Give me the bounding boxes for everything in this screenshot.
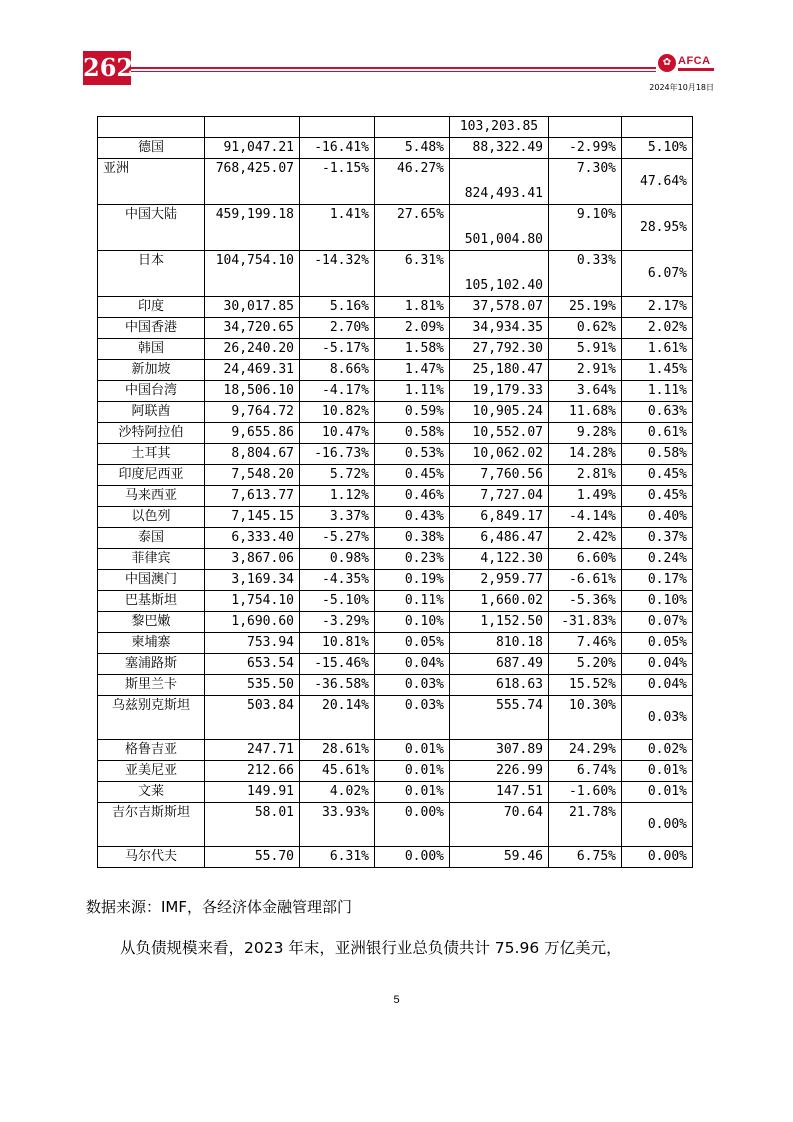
- issue-date: 2024年10月18日: [649, 83, 714, 92]
- value-cell-c4: 307.89: [450, 740, 549, 761]
- table-row: [98, 423, 693, 444]
- value-cell-c3: 5.48%: [375, 138, 450, 159]
- value-cell-c6: 0.00%: [622, 847, 693, 868]
- value-cell-c5: 9.10%: [549, 205, 622, 251]
- value-cell-c5: 10.30%: [549, 696, 622, 740]
- value-cell-c6: 0.40%: [622, 507, 693, 528]
- country-name-cell: 中国台湾: [98, 381, 205, 402]
- value-cell-c1: 24,469.31: [205, 360, 300, 381]
- table-row: [98, 138, 693, 159]
- country-name-cell: 黎巴嫩: [98, 612, 205, 633]
- value-cell-c2: -4.35%: [300, 570, 375, 591]
- value-cell-c6: 28.95%: [622, 205, 693, 251]
- page-number: 5: [393, 994, 400, 1006]
- country-name-cell: 新加坡: [98, 360, 205, 381]
- value-cell-c1: 34,720.65: [205, 318, 300, 339]
- value-cell-c3: 0.38%: [375, 528, 450, 549]
- country-name-cell: 塞浦路斯: [98, 654, 205, 675]
- value-cell-c5: 0.33%: [549, 251, 622, 297]
- value-cell-c1: 3,169.34: [205, 570, 300, 591]
- value-cell-c5: 24.29%: [549, 740, 622, 761]
- table-row: [98, 360, 693, 381]
- value-cell-c5: [549, 117, 622, 138]
- value-cell-c1: 503.84: [205, 696, 300, 740]
- value-cell-c1: 768,425.07: [205, 159, 300, 205]
- value-cell-c6: 0.24%: [622, 549, 693, 570]
- value-cell-c2: -14.32%: [300, 251, 375, 297]
- value-cell-c3: 0.45%: [375, 465, 450, 486]
- value-cell-c2: 20.14%: [300, 696, 375, 740]
- table-row: [98, 402, 693, 423]
- value-cell-c5: 11.68%: [549, 402, 622, 423]
- table-row: [98, 339, 693, 360]
- table-row: [98, 159, 693, 205]
- issue-number-badge: 262: [83, 51, 131, 85]
- country-name-cell: [98, 117, 205, 138]
- value-cell-c2: -3.29%: [300, 612, 375, 633]
- value-cell-c4: 7,727.04: [450, 486, 549, 507]
- table-row: [98, 205, 693, 251]
- afca-emblem-icon: ✿: [658, 54, 676, 72]
- value-cell-c2: -16.73%: [300, 444, 375, 465]
- value-cell-c6: 6.07%: [622, 251, 693, 297]
- value-cell-c3: 0.43%: [375, 507, 450, 528]
- value-cell-c3: 0.58%: [375, 423, 450, 444]
- value-cell-c4: 37,578.07: [450, 297, 549, 318]
- value-cell-c3: 1.47%: [375, 360, 450, 381]
- value-cell-c5: -6.61%: [549, 570, 622, 591]
- value-cell-c4: 10,552.07: [450, 423, 549, 444]
- value-cell-c5: 2.42%: [549, 528, 622, 549]
- country-name-cell: 乌兹别克斯坦: [98, 696, 205, 740]
- value-cell-c1: 7,548.20: [205, 465, 300, 486]
- value-cell-c1: 55.70: [205, 847, 300, 868]
- table-row: [98, 847, 693, 868]
- country-name-cell: 马尔代夫: [98, 847, 205, 868]
- value-cell-c6: 2.02%: [622, 318, 693, 339]
- value-cell-c4: 824,493.41: [450, 159, 549, 205]
- value-cell-c4: 4,122.30: [450, 549, 549, 570]
- country-name-cell: 沙特阿拉伯: [98, 423, 205, 444]
- value-cell-c3: 0.46%: [375, 486, 450, 507]
- value-cell-c1: 9,764.72: [205, 402, 300, 423]
- value-cell-c4: 105,102.40: [450, 251, 549, 297]
- value-cell-c3: 27.65%: [375, 205, 450, 251]
- table-row: [98, 612, 693, 633]
- value-cell-c3: 0.01%: [375, 782, 450, 803]
- value-cell-c2: [300, 117, 375, 138]
- value-cell-c1: 7,613.77: [205, 486, 300, 507]
- value-cell-c4: 6,486.47: [450, 528, 549, 549]
- value-cell-c4: 88,322.49: [450, 138, 549, 159]
- value-cell-c4: 6,849.17: [450, 507, 549, 528]
- value-cell-c5: 14.28%: [549, 444, 622, 465]
- value-cell-c3: 0.01%: [375, 740, 450, 761]
- value-cell-c6: 0.17%: [622, 570, 693, 591]
- logo-underline: [678, 68, 714, 71]
- value-cell-c2: 3.37%: [300, 507, 375, 528]
- value-cell-c5: -2.99%: [549, 138, 622, 159]
- country-name-cell: 亚洲: [98, 159, 205, 205]
- value-cell-c4: 501,004.80: [450, 205, 549, 251]
- value-cell-c5: -4.14%: [549, 507, 622, 528]
- value-cell-c2: 8.66%: [300, 360, 375, 381]
- table-row: [98, 675, 693, 696]
- value-cell-c4: 10,062.02: [450, 444, 549, 465]
- value-cell-c1: 58.01: [205, 803, 300, 847]
- value-cell-c6: 0.45%: [622, 465, 693, 486]
- value-cell-c6: 0.01%: [622, 761, 693, 782]
- table-row: [98, 117, 693, 138]
- value-cell-c3: 0.10%: [375, 612, 450, 633]
- value-cell-c6: 47.64%: [622, 159, 693, 205]
- value-cell-c3: 0.01%: [375, 761, 450, 782]
- value-cell-c1: 535.50: [205, 675, 300, 696]
- country-name-cell: 日本: [98, 251, 205, 297]
- table-row: [98, 654, 693, 675]
- value-cell-c5: 2.81%: [549, 465, 622, 486]
- country-name-cell: 土耳其: [98, 444, 205, 465]
- value-cell-c4: 25,180.47: [450, 360, 549, 381]
- value-cell-c1: 30,017.85: [205, 297, 300, 318]
- value-cell-c6: 0.04%: [622, 675, 693, 696]
- value-cell-c1: 459,199.18: [205, 205, 300, 251]
- value-cell-c4: 59.46: [450, 847, 549, 868]
- value-cell-c2: 10.81%: [300, 633, 375, 654]
- header-rule-thin: [131, 71, 656, 72]
- value-cell-c2: 4.02%: [300, 782, 375, 803]
- value-cell-c2: -5.17%: [300, 339, 375, 360]
- value-cell-c4: 618.63: [450, 675, 549, 696]
- afca-logo: [658, 52, 714, 76]
- country-name-cell: 阿联酋: [98, 402, 205, 423]
- value-cell-c6: 0.01%: [622, 782, 693, 803]
- value-cell-c1: 91,047.21: [205, 138, 300, 159]
- value-cell-c5: 6.74%: [549, 761, 622, 782]
- value-cell-c2: 1.41%: [300, 205, 375, 251]
- value-cell-c3: 0.59%: [375, 402, 450, 423]
- value-cell-c3: 0.03%: [375, 675, 450, 696]
- value-cell-c2: -5.27%: [300, 528, 375, 549]
- value-cell-c6: 0.61%: [622, 423, 693, 444]
- table-row: [98, 591, 693, 612]
- value-cell-c5: 3.64%: [549, 381, 622, 402]
- value-cell-c5: 7.30%: [549, 159, 622, 205]
- value-cell-c4: 34,934.35: [450, 318, 549, 339]
- country-name-cell: 中国澳门: [98, 570, 205, 591]
- value-cell-c3: 1.81%: [375, 297, 450, 318]
- value-cell-c1: 753.94: [205, 633, 300, 654]
- value-cell-c1: 7,145.15: [205, 507, 300, 528]
- value-cell-c4: 103,203.85: [450, 117, 549, 138]
- value-cell-c1: 653.54: [205, 654, 300, 675]
- table-row: [98, 297, 693, 318]
- country-name-cell: 格鲁吉亚: [98, 740, 205, 761]
- value-cell-c4: 7,760.56: [450, 465, 549, 486]
- value-cell-c1: 8,804.67: [205, 444, 300, 465]
- value-cell-c6: 0.00%: [622, 803, 693, 847]
- value-cell-c2: 10.82%: [300, 402, 375, 423]
- table-row: [98, 782, 693, 803]
- table-row: [98, 761, 693, 782]
- value-cell-c3: 0.05%: [375, 633, 450, 654]
- table-row: [98, 570, 693, 591]
- country-name-cell: 泰国: [98, 528, 205, 549]
- value-cell-c4: 27,792.30: [450, 339, 549, 360]
- header-rule: [131, 67, 656, 69]
- value-cell-c6: 5.10%: [622, 138, 693, 159]
- value-cell-c2: 5.72%: [300, 465, 375, 486]
- table-row: [98, 465, 693, 486]
- country-name-cell: 印度尼西亚: [98, 465, 205, 486]
- value-cell-c2: -1.15%: [300, 159, 375, 205]
- value-cell-c6: 0.63%: [622, 402, 693, 423]
- value-cell-c3: 2.09%: [375, 318, 450, 339]
- country-name-cell: 菲律宾: [98, 549, 205, 570]
- value-cell-c3: 1.11%: [375, 381, 450, 402]
- value-cell-c2: 1.12%: [300, 486, 375, 507]
- value-cell-c6: 0.07%: [622, 612, 693, 633]
- value-cell-c1: 104,754.10: [205, 251, 300, 297]
- country-name-cell: 斯里兰卡: [98, 675, 205, 696]
- value-cell-c6: 0.05%: [622, 633, 693, 654]
- value-cell-c1: 212.66: [205, 761, 300, 782]
- country-name-cell: 以色列: [98, 507, 205, 528]
- table-row: [98, 444, 693, 465]
- value-cell-c6: 1.61%: [622, 339, 693, 360]
- value-cell-c5: -1.60%: [549, 782, 622, 803]
- country-name-cell: 马来西亚: [98, 486, 205, 507]
- value-cell-c2: 2.70%: [300, 318, 375, 339]
- table-row: [98, 318, 693, 339]
- value-cell-c4: 687.49: [450, 654, 549, 675]
- value-cell-c3: 0.11%: [375, 591, 450, 612]
- value-cell-c2: -36.58%: [300, 675, 375, 696]
- value-cell-c2: 28.61%: [300, 740, 375, 761]
- table-row: [98, 633, 693, 654]
- value-cell-c6: 0.03%: [622, 696, 693, 740]
- value-cell-c2: 10.47%: [300, 423, 375, 444]
- value-cell-c2: -4.17%: [300, 381, 375, 402]
- value-cell-c4: 147.51: [450, 782, 549, 803]
- value-cell-c1: 247.71: [205, 740, 300, 761]
- value-cell-c3: 46.27%: [375, 159, 450, 205]
- value-cell-c3: 0.00%: [375, 803, 450, 847]
- value-cell-c1: 149.91: [205, 782, 300, 803]
- value-cell-c3: 0.04%: [375, 654, 450, 675]
- value-cell-c5: 1.49%: [549, 486, 622, 507]
- value-cell-c4: 70.64: [450, 803, 549, 847]
- value-cell-c5: 6.60%: [549, 549, 622, 570]
- value-cell-c4: 1,152.50: [450, 612, 549, 633]
- value-cell-c4: 19,179.33: [450, 381, 549, 402]
- value-cell-c6: 0.37%: [622, 528, 693, 549]
- value-cell-c2: 33.93%: [300, 803, 375, 847]
- value-cell-c5: 25.19%: [549, 297, 622, 318]
- value-cell-c6: 2.17%: [622, 297, 693, 318]
- source-note: 数据来源：IMF，各经济体金融管理部门: [86, 898, 352, 916]
- country-name-cell: 韩国: [98, 339, 205, 360]
- value-cell-c1: 1,754.10: [205, 591, 300, 612]
- country-name-cell: 柬埔寨: [98, 633, 205, 654]
- value-cell-c4: 2,959.77: [450, 570, 549, 591]
- value-cell-c5: 9.28%: [549, 423, 622, 444]
- value-cell-c5: 5.91%: [549, 339, 622, 360]
- table-row: [98, 740, 693, 761]
- value-cell-c2: 0.98%: [300, 549, 375, 570]
- country-name-cell: 吉尔吉斯斯坦: [98, 803, 205, 847]
- table-row: [98, 528, 693, 549]
- value-cell-c2: -16.41%: [300, 138, 375, 159]
- value-cell-c5: -5.36%: [549, 591, 622, 612]
- value-cell-c5: 6.75%: [549, 847, 622, 868]
- value-cell-c1: 6,333.40: [205, 528, 300, 549]
- value-cell-c5: 0.62%: [549, 318, 622, 339]
- value-cell-c3: 1.58%: [375, 339, 450, 360]
- value-cell-c6: [622, 117, 693, 138]
- table-row: [98, 507, 693, 528]
- value-cell-c1: 1,690.60: [205, 612, 300, 633]
- value-cell-c4: 810.18: [450, 633, 549, 654]
- country-name-cell: 德国: [98, 138, 205, 159]
- table-row: [98, 549, 693, 570]
- value-cell-c4: 10,905.24: [450, 402, 549, 423]
- value-cell-c1: 9,655.86: [205, 423, 300, 444]
- value-cell-c6: 1.11%: [622, 381, 693, 402]
- value-cell-c3: 0.53%: [375, 444, 450, 465]
- value-cell-c3: 0.19%: [375, 570, 450, 591]
- country-name-cell: 文莱: [98, 782, 205, 803]
- country-name-cell: 中国香港: [98, 318, 205, 339]
- value-cell-c6: 0.58%: [622, 444, 693, 465]
- table-row: [98, 381, 693, 402]
- value-cell-c5: 7.46%: [549, 633, 622, 654]
- table-row: [98, 803, 693, 847]
- value-cell-c3: 0.00%: [375, 847, 450, 868]
- table-row: [98, 251, 693, 297]
- value-cell-c3: 6.31%: [375, 251, 450, 297]
- value-cell-c3: 0.23%: [375, 549, 450, 570]
- value-cell-c2: 6.31%: [300, 847, 375, 868]
- value-cell-c5: 15.52%: [549, 675, 622, 696]
- value-cell-c1: 18,506.10: [205, 381, 300, 402]
- value-cell-c5: 21.78%: [549, 803, 622, 847]
- value-cell-c5: 5.20%: [549, 654, 622, 675]
- afca-logo-text: AFCA: [678, 55, 711, 67]
- country-name-cell: 亚美尼亚: [98, 761, 205, 782]
- value-cell-c1: 3,867.06: [205, 549, 300, 570]
- value-cell-c2: -5.10%: [300, 591, 375, 612]
- country-name-cell: 印度: [98, 297, 205, 318]
- value-cell-c4: 1,660.02: [450, 591, 549, 612]
- value-cell-c3: 0.03%: [375, 696, 450, 740]
- value-cell-c2: 5.16%: [300, 297, 375, 318]
- value-cell-c5: -31.83%: [549, 612, 622, 633]
- value-cell-c4: 555.74: [450, 696, 549, 740]
- value-cell-c5: 2.91%: [549, 360, 622, 381]
- body-paragraph: 从负债规模来看，2023 年末，亚洲银行业总负债共计 75.96 万亿美元，: [120, 939, 622, 957]
- value-cell-c6: 0.45%: [622, 486, 693, 507]
- value-cell-c3: [375, 117, 450, 138]
- banking-data-table: [97, 116, 693, 868]
- value-cell-c2: 45.61%: [300, 761, 375, 782]
- value-cell-c6: 0.10%: [622, 591, 693, 612]
- value-cell-c1: [205, 117, 300, 138]
- value-cell-c6: 0.02%: [622, 740, 693, 761]
- country-name-cell: 中国大陆: [98, 205, 205, 251]
- table-row: [98, 696, 693, 740]
- value-cell-c6: 0.04%: [622, 654, 693, 675]
- country-name-cell: 巴基斯坦: [98, 591, 205, 612]
- value-cell-c4: 226.99: [450, 761, 549, 782]
- table-row: [98, 486, 693, 507]
- value-cell-c1: 26,240.20: [205, 339, 300, 360]
- value-cell-c6: 1.45%: [622, 360, 693, 381]
- value-cell-c2: -15.46%: [300, 654, 375, 675]
